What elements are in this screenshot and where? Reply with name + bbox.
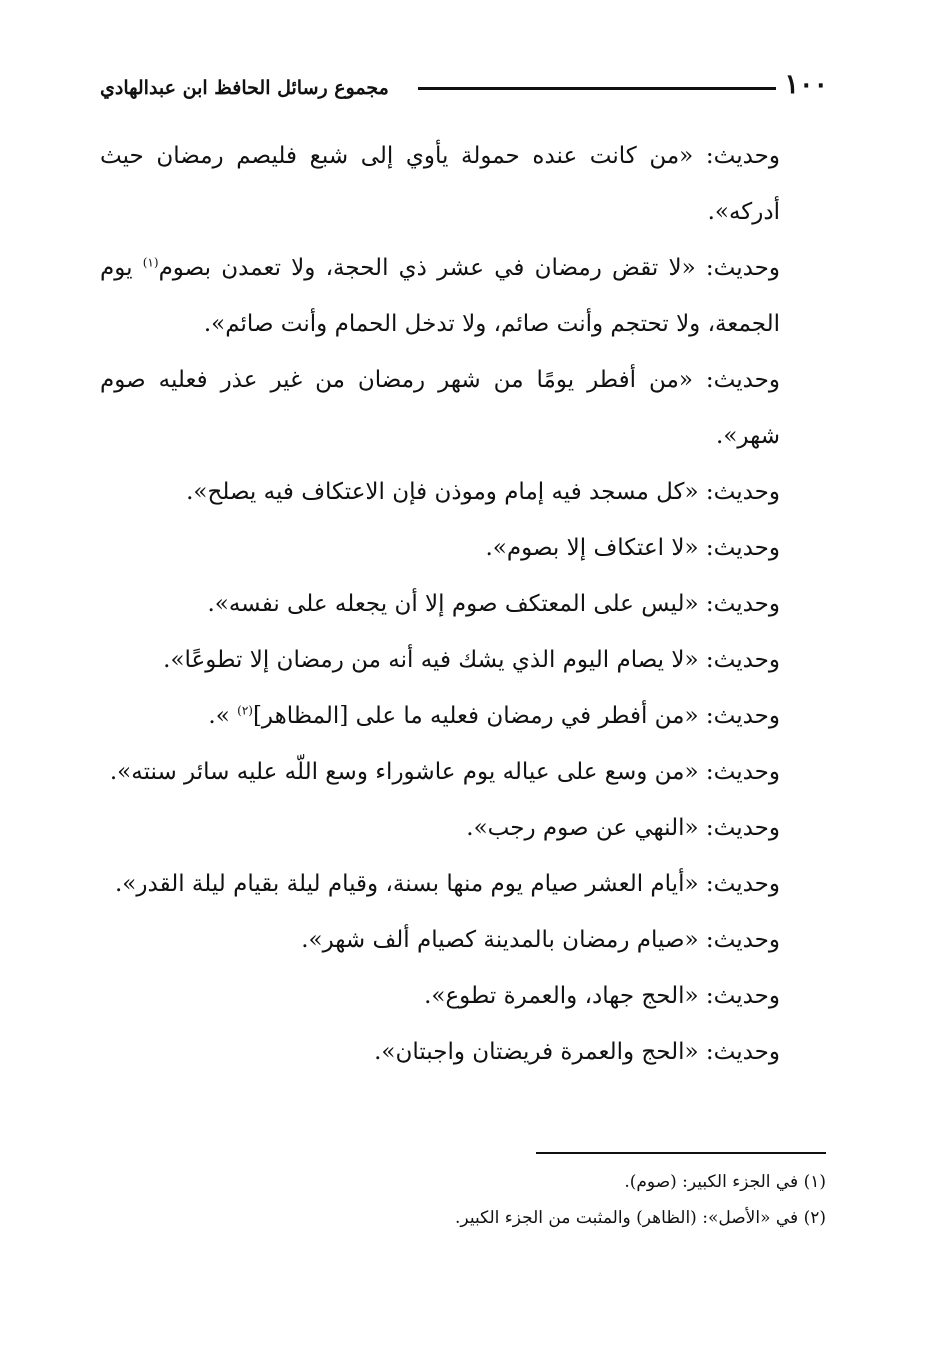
header-rule — [418, 87, 776, 90]
hadith-paragraph — [100, 240, 828, 352]
hadith-paragraph — [100, 688, 828, 744]
hadith-text: ». — [208, 703, 238, 729]
hadith-paragraph: وحديث: «لا اعتكاف إلا بصوم». — [485, 535, 780, 561]
hadith-text: وحديث: «لا تقض رمضان في عشر ذي الحجة، ولا تعمدن بصوم — [158, 255, 780, 281]
hadith-paragraph: وحديث: «ليس على المعتكف صوم إلا أن يجعله على نفسه». — [207, 591, 780, 617]
hadith-text: يوم الجمعة، ولا تحتجم وأنت صائم، ولا تدخل الحمام وأنت صائم». — [100, 255, 780, 337]
footnote-marker: (١) — [142, 255, 159, 270]
footnotes — [100, 1164, 826, 1236]
hadith-paragraph: وحديث: «من كانت عنده حمولة يأوي إلى شبع فليصم رمضان حيث أدركه». — [100, 143, 780, 225]
hadith-paragraph: وحديث: «النهي عن صوم رجب». — [466, 815, 780, 841]
page-number: ١٠٠ — [784, 69, 828, 100]
footnote-separator — [536, 1152, 826, 1154]
running-title: مجموع رسائل الحافظ ابن عبدالهادي — [100, 77, 389, 99]
footnote: (١) في الجزء الكبير: (صوم). — [624, 1172, 826, 1192]
running-header — [100, 68, 828, 112]
hadith-paragraph: وحديث: «صيام رمضان بالمدينة كصيام ألف شهر». — [301, 927, 780, 953]
hadith-paragraph: وحديث: «من أفطر يومًا من شهر رمضان من غير عذر فعليه صوم شهر». — [100, 367, 780, 449]
hadith-paragraph: وحديث: «الحج والعمرة فريضتان واجبتان». — [374, 1039, 780, 1065]
footnote: (٢) في «الأصل»: (الظاهر) والمثبت من الجزء الكبير. — [455, 1208, 826, 1228]
hadith-paragraph: وحديث: «الحج جهاد، والعمرة تطوع». — [424, 983, 780, 1009]
hadith-paragraph: وحديث: «لا يصام اليوم الذي يشك فيه أنه من رمضان إلا تطوعًا». — [163, 647, 780, 673]
footnote-marker: (٢) — [237, 703, 253, 718]
hadith-paragraph: وحديث: «أيام العشر صيام يوم منها بسنة، وقيام ليلة بقيام ليلة القدر». — [115, 871, 780, 897]
hadith-paragraph: وحديث: «كل مسجد فيه إمام وموذن فإن الاعتكاف فيه يصلح». — [186, 479, 780, 505]
hadith-paragraph: وحديث: «من وسع على عياله يوم عاشوراء وسع اللّه عليه سائر سنته». — [109, 759, 780, 785]
hadith-text: وحديث: «من أفطر في رمضان فعليه ما على [المظاهر] — [252, 703, 780, 729]
main-text — [100, 128, 828, 1080]
